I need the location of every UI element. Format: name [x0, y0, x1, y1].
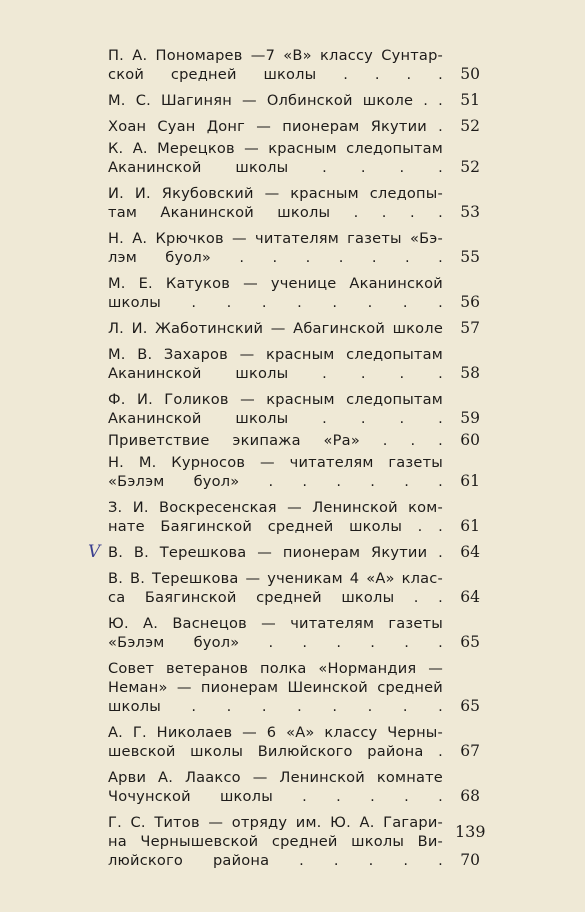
toc-entry-line: З. И. Воскресенская — Ленинской ком-	[108, 499, 443, 516]
toc-entry	[108, 453, 480, 491]
toc-entry	[88, 542, 480, 562]
toc-entry-line: са Баягинской средней школы . .	[108, 589, 443, 606]
toc-entry-line: К. А. Мерецков — красным следопытам	[108, 140, 443, 157]
toc-entry-page: 67	[460, 742, 480, 760]
toc-entry-title	[108, 345, 443, 383]
toc-entry-line: Н. А. Крючков — читателям газеты «Бэ-	[108, 230, 443, 247]
toc-entry-line: Ю. А. Васнецов — читателям газеты	[108, 615, 443, 632]
toc-entry	[108, 91, 480, 110]
toc-entry	[108, 569, 480, 607]
toc-entry-line: П. А. Пономарев —7 «В» классу Сунтар-	[108, 47, 443, 64]
toc-entry-line: нате Баягинской средней школы . .	[108, 518, 443, 535]
toc-entry-line: Чочунской школы . . . . .	[108, 788, 443, 805]
toc-entry-title	[108, 768, 443, 806]
toc-entry-line: там Аканинской школы . . . .	[108, 204, 443, 221]
toc-entry-page: 70	[460, 851, 480, 869]
toc-entry	[108, 117, 480, 136]
toc-entry	[108, 431, 480, 450]
toc-entry-title	[108, 498, 443, 536]
page-number: 139	[455, 822, 486, 841]
toc-entry-page: 60	[460, 431, 480, 449]
toc-entry-line: А. Г. Николаев — 6 «А» классу Черны-	[108, 724, 443, 741]
toc-entry-page: 53	[460, 203, 480, 221]
toc-entry-line: Приветствие экипажа «Ра» . . .	[108, 432, 443, 449]
handwritten-check-mark: V	[88, 542, 101, 562]
toc-entry-page: 64	[460, 588, 480, 606]
toc-entry-page: 52	[460, 158, 480, 176]
toc-entry-title	[108, 139, 443, 177]
toc-entry-page: 55	[460, 248, 480, 266]
toc-entry	[108, 723, 480, 761]
toc-entry-line: Ф. И. Голиков — красным следопытам	[108, 391, 443, 408]
toc-entry-line: И. И. Якубовский — красным следопы-	[108, 185, 443, 202]
toc-entry-page: 56	[460, 293, 480, 311]
toc-entry-line: М. В. Захаров — красным следопытам	[108, 346, 443, 363]
toc-entry-title	[108, 319, 443, 338]
toc-entry	[108, 345, 480, 383]
toc-entry-title	[108, 390, 443, 428]
toc-entry	[108, 768, 480, 806]
toc-entry-line: М. Е. Катуков — ученице Аканинской	[108, 275, 443, 292]
toc-entry-line: Аканинской школы . . . .	[108, 365, 443, 382]
toc-entry	[108, 614, 480, 652]
toc-entry-title	[108, 431, 443, 450]
toc-entry-title	[108, 813, 443, 870]
toc-entry-line: «Бэлэм буол» . . . . . .	[108, 634, 443, 651]
toc-entry-line: Н. М. Курносов — читателям газеты	[108, 454, 443, 471]
toc-entry	[108, 813, 480, 870]
toc-entry-title	[108, 614, 443, 652]
toc-entry	[108, 184, 480, 222]
toc-entry-line: Совет ветеранов полка «Нормандия —	[108, 660, 443, 677]
toc-entry	[108, 498, 480, 536]
toc-entry-page: 52	[460, 117, 480, 135]
toc-entry-line: Арви А. Лааксо — Ленинской комнате	[108, 769, 443, 786]
toc-entry-line: лэм буол» . . . . . . .	[108, 249, 443, 266]
toc-entry-page: 64	[460, 543, 480, 561]
toc-entry	[108, 46, 480, 84]
toc-entry-line: ской средней школы . . . .	[108, 66, 443, 83]
toc-entry-page: 61	[460, 517, 480, 535]
toc-entry-line: Г. С. Титов — отряду им. Ю. А. Гагари-	[108, 814, 443, 831]
toc-entry	[108, 390, 480, 428]
toc-entry-page: 58	[460, 364, 480, 382]
toc-entry-line: Хоан Суан Донг — пионерам Якутии .	[108, 118, 443, 135]
toc-entry-page: 57	[460, 319, 480, 337]
toc-entry-page: 50	[460, 65, 480, 83]
table-of-contents	[88, 46, 480, 877]
toc-entry-title	[108, 659, 443, 716]
toc-entry	[108, 274, 480, 312]
toc-entry-title	[108, 569, 443, 607]
toc-entry-line: М. С. Шагинян — Олбинской школе . .	[108, 92, 443, 109]
toc-entry-page: 61	[460, 472, 480, 490]
toc-entry	[108, 229, 480, 267]
toc-entry-title	[108, 91, 443, 110]
toc-entry-line: Неман» — пионерам Шеинской средней	[108, 679, 443, 696]
toc-entry	[108, 659, 480, 716]
toc-entry-line: «Бэлэм буол» . . . . . .	[108, 473, 443, 490]
toc-entry-line: люйского района . . . . .	[108, 852, 443, 869]
toc-entry-line: Л. И. Жаботинский — Абагинской школе	[108, 320, 443, 337]
toc-entry-line: Аканинской школы . . . .	[108, 410, 443, 427]
toc-entry-page: 59	[460, 409, 480, 427]
toc-entry-title	[108, 274, 443, 312]
toc-entry-page: 68	[460, 787, 480, 805]
toc-entry-line: В. В. Терешкова — пионерам Якутии .	[108, 544, 443, 561]
toc-entry-line: школы . . . . . . . .	[108, 698, 443, 715]
toc-entry-line: Аканинской школы . . . .	[108, 159, 443, 176]
toc-entry-line: шевской школы Вилюйского района .	[108, 743, 443, 760]
toc-entry-title	[108, 453, 443, 491]
toc-entry-page: 51	[460, 91, 480, 109]
toc-entry-title	[108, 117, 443, 136]
toc-entry-page: 65	[460, 697, 480, 715]
toc-entry-title	[108, 229, 443, 267]
toc-entry-title	[108, 543, 443, 562]
toc-entry-title	[108, 46, 443, 84]
toc-entry-title	[108, 184, 443, 222]
toc-entry-line: школы . . . . . . . .	[108, 294, 443, 311]
toc-entry-page: 65	[460, 633, 480, 651]
toc-entry	[108, 319, 480, 338]
toc-entry	[108, 139, 480, 177]
toc-entry-line: на Чернышевской средней школы Ви-	[108, 833, 443, 850]
toc-entry-title	[108, 723, 443, 761]
toc-entry-line: В. В. Терешкова — ученикам 4 «А» клас-	[108, 570, 443, 587]
